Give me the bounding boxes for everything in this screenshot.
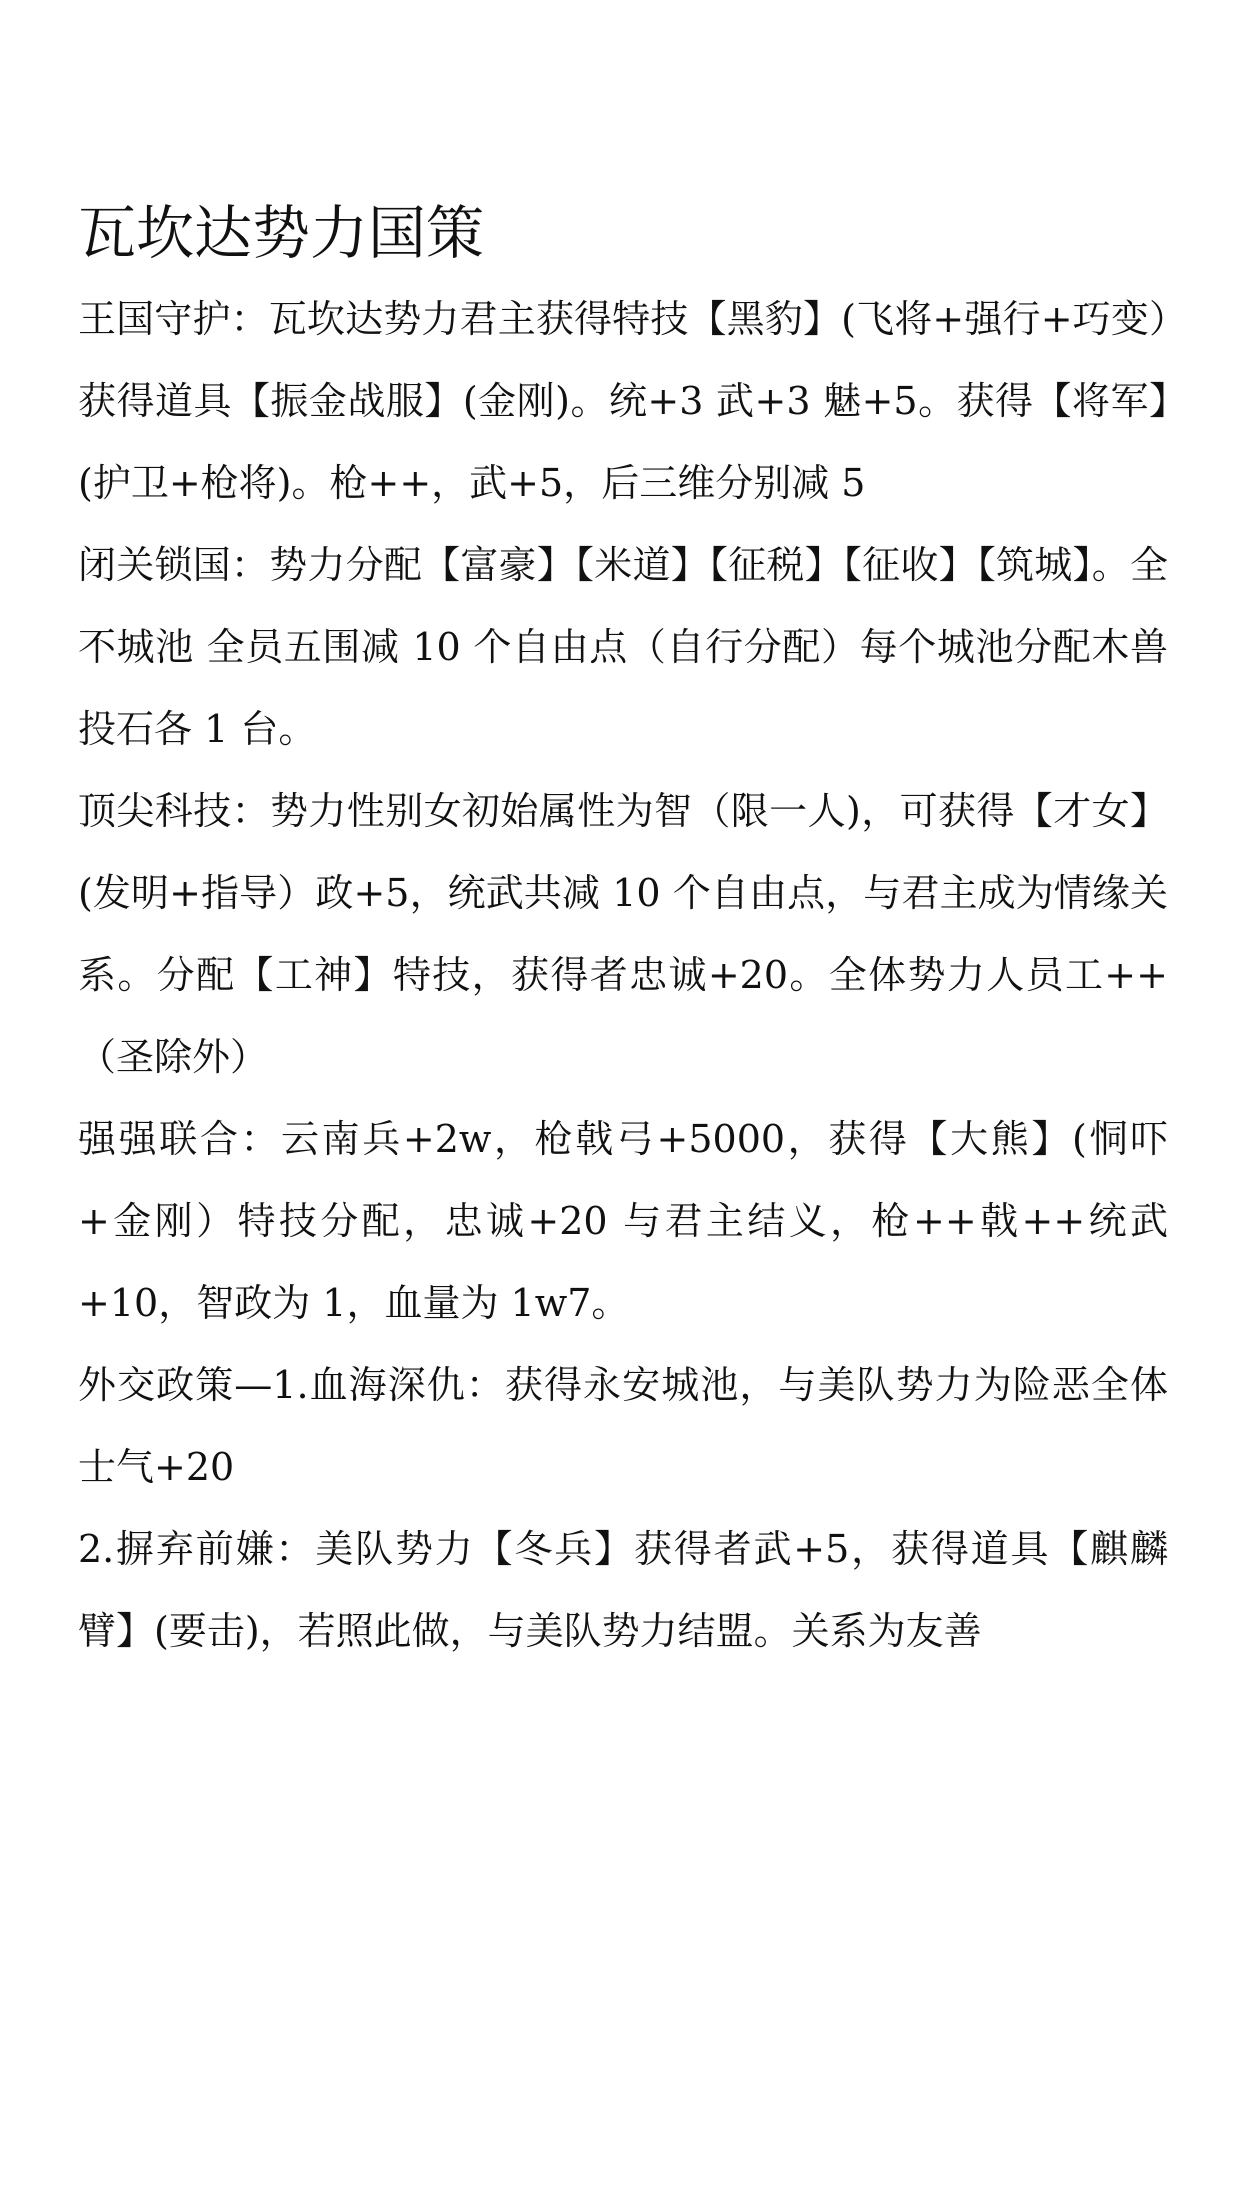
paragraph-diplomacy-option-1: 外交政策—1.血海深仇：获得永安城池，与美队势力为险恶全体士气+20 [78,1363,1168,1489]
paragraph-top-technology: 顶尖科技：势力性别女初始属性为智（限一人)，可获得【才女】(发明+指导）政+5，统武共减 10 个自由点，与君主成为情缘关系。分配【工神】特技，获得者忠诚+20。全体势力人员工++（圣除外） [78,789,1168,1079]
document-title: 瓦坎达势力国策 [78,199,485,267]
paragraph-kingdom-guard: 王国守护：瓦坎达势力君主获得特技【黑豹】(飞将+强行+巧变）获得道具【振金战服】(金刚)。统+3 武+3 魅+5。获得【将军】(护卫+枪将)。枪++，武+5，后三维分别减 5 [78,297,1168,505]
document-body [78,278,1168,1672]
paragraph-strong-alliance: 强强联合：云南兵+2w，枪戟弓+5000，获得【大熊】(恫吓+金刚）特技分配，忠诚+20 与君主结义，枪++戟++统武+10，智政为 1，血量为 1w7。 [78,1117,1168,1325]
paragraph-diplomacy-option-2: 2.摒弃前嫌：美队势力【冬兵】获得者武+5，获得道具【麒麟臂】(要击)，若照此做，与美队势力结盟。关系为友善 [78,1527,1168,1653]
paragraph-isolation-policy: 闭关锁国：势力分配【富豪】【米道】【征税】【征收】【筑城】。全不城池 全员五围减 10 个自由点（自行分配）每个城池分配木兽投石各 1 台。 [78,543,1168,751]
